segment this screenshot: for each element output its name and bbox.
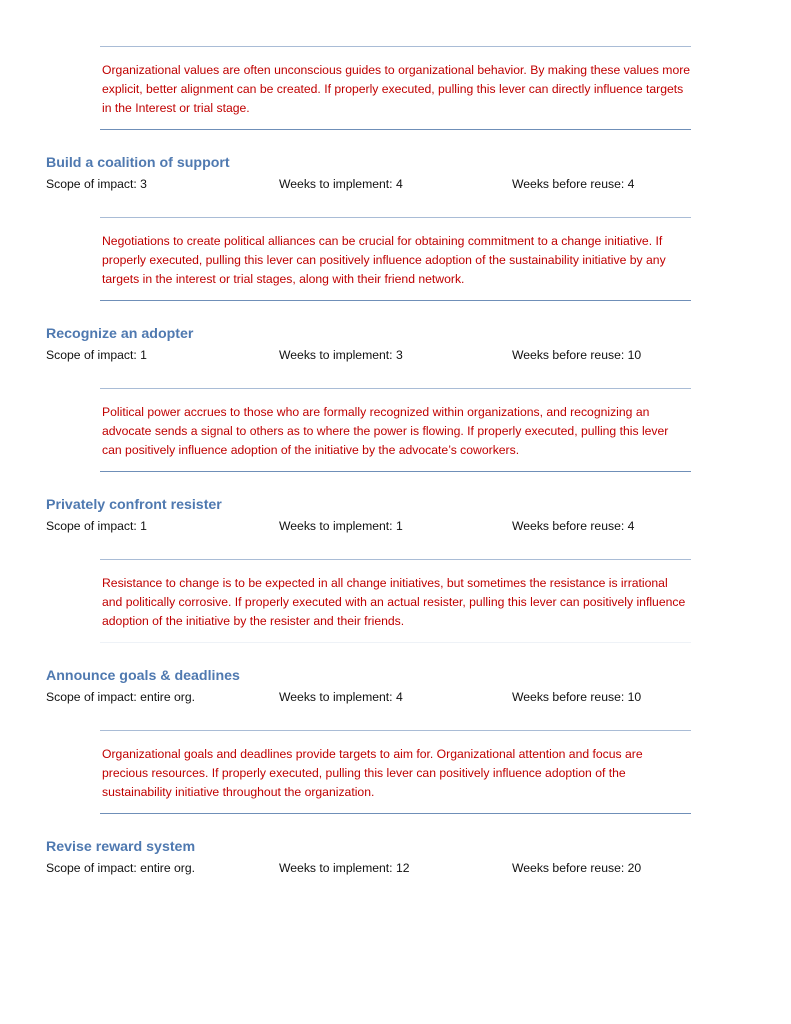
weeks-to-implement: Weeks to implement: 4 <box>279 177 403 191</box>
weeks-before-reuse: Weeks before reuse: 10 <box>512 690 642 704</box>
scope-of-impact: Scope of impact: 1 <box>46 348 147 362</box>
weeks-before-reuse: Weeks before reuse: 10 <box>512 348 642 362</box>
weeks-to-implement: Weeks to implement: 3 <box>279 348 403 362</box>
weeks-to-implement: Weeks to implement: 12 <box>279 861 410 875</box>
weeks-before-reuse: Weeks before reuse: 20 <box>512 861 642 875</box>
lever-description-box <box>100 559 691 643</box>
lever-title: Revise reward system <box>46 839 196 855</box>
scope-of-impact: Scope of impact: 1 <box>46 519 147 533</box>
scope-of-impact: Scope of impact: entire org. <box>46 690 196 704</box>
scope-of-impact: Scope of impact: entire org. <box>46 861 196 875</box>
weeks-before-reuse: Weeks before reuse: 4 <box>512 177 635 191</box>
lever-description-text: Political power accrues to those who are formally recognized within organizations, and recognizing an advocate sends a signal to others as to where the power is flowing. If properly executed, pulling this lever can positively influence adoption of the initiative by the advocate’s coworkers. <box>102 405 669 457</box>
scope-of-impact: Scope of impact: 3 <box>46 177 147 191</box>
weeks-to-implement: Weeks to implement: 1 <box>279 519 403 533</box>
lever-description-box <box>100 730 691 814</box>
lever-title: Privately confront resister <box>46 497 222 513</box>
lever-title: Build a coalition of support <box>46 155 230 171</box>
lever-title: Announce goals & deadlines <box>46 668 240 684</box>
lever-description-box <box>100 217 691 301</box>
lever-title: Recognize an adopter <box>46 326 194 342</box>
lever-description-box <box>100 388 691 472</box>
weeks-before-reuse: Weeks before reuse: 4 <box>512 519 635 533</box>
weeks-to-implement: Weeks to implement: 4 <box>279 690 403 704</box>
lever-description-box <box>100 46 691 130</box>
lever-description-text: Organizational goals and deadlines provide targets to aim for. Organizational attention and focus are precious resources. If properly executed, pulling this lever can positively influence adoption of the sustainability initiative throughout the organization. <box>102 747 643 799</box>
lever-description-text: Organizational values are often unconscious guides to organizational behavior. By making these values more explicit, better alignment can be created. If properly executed, pulling this lever can directly influence targets in the Interest or trial stage. <box>102 63 691 115</box>
lever-description-text: Negotiations to create political alliances can be crucial for obtaining commitment to a change initiative. If properly executed, pulling this lever can positively influence adoption of the sustainability initiative by any targets in the interest or trial stages, along with their friend network. <box>102 234 666 286</box>
lever-description-text: Resistance to change is to be expected in all change initiatives, but sometimes the resistance is irrational and politically corrosive. If properly executed with an actual resister, pulling this lever can positively influence adoption of the initiative by the resister and their friends. <box>102 576 686 628</box>
